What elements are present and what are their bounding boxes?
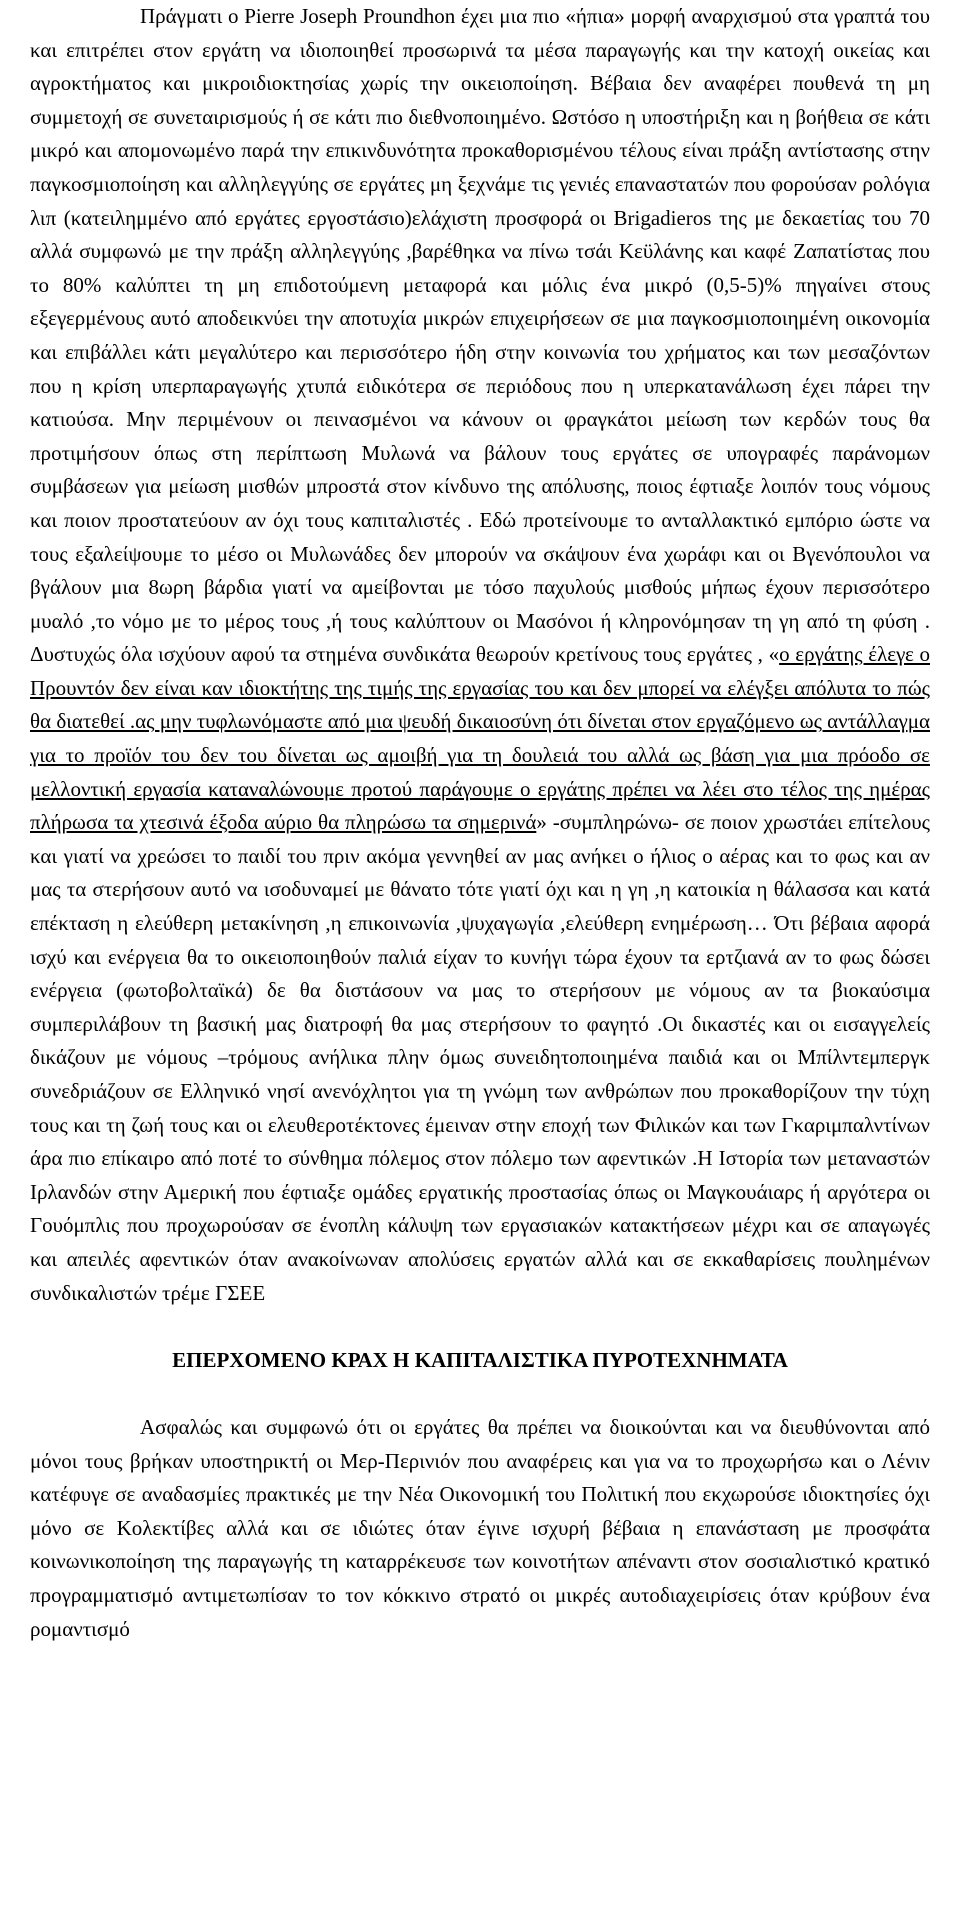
paragraph-2: Ασφαλώς και συμφωνώ ότι οι εργάτες θα πρέπει να διοικούνται και να διευθύνονται από μόνοι τους βρήκαν υποστηρικτή οι Μερ-Περινιόν που αναφέρεις και για να το προχωρήσω και ο Λένιν κατέφυγε σε αναδασμίες πρακτικές με την Νέα Οικονομική του Πολιτική που εκχωρούσε ιδιοκτησίες όχι μόνο σε Κολεκτίβες αλλά και σε ιδιώτες όταν έγινε ισχυρή βέβαια η επανάσταση με προσφάτα κοινωνικοποίηση της παραγωγής τη καταρρέκευσε των κοινοτήτων απέναντι στον σοσιαλιστικό κρατικό προγραμματισμό αντιμετωπίσαν το τον κόκκινο στρατό οι μικρές αυτοδιαχειρίσεις όταν κρύβουν ένα ρομαντισμό xyxy=(30,1414,930,1641)
section-heading: ΕΠΕΡΧΟΜΕΝΟ ΚΡΑΧ Η ΚΑΠΙΤΑΛΙΣΤΙΚΑ ΠΥΡΟΤΕΧΝΗΜΑΤΑ xyxy=(172,1347,788,1372)
blank-line xyxy=(30,1310,930,1344)
paragraph-1-part-2: Μην περιμένουν οι πεινασμένοι να κάνουν οι φραγκάτοι μείωση των κερδών τους θα προτιμήσουν όπως στη περίπτωση Μυλωνά να βάλουν τους εργάτες σε υπογραφές παράνομων συμβάσεων για μείωση μισθών μπροστά στον κίνδυνο της απόλυσης, ποιος έφτιαξε λοιπόν τους νόμους και ποιον προστατεύουν αν όχι τους καπιταλιστές . Εδώ προτείνουμε το ανταλλακτικό εμπόριο ώστε να τους εξαλείψουμε το μέσο οι Μυλωνάδες δεν μπορούν να σκάψουν ένα χωράφι και οι Βγενόπουλοι να βγάλουν μια 8ωρη βάρδια γιατί να αμείβονται με τόσο παχυλούς μισθούς μήπως έχουν περισσότερο μυαλό ,το νόμο με το μέρος τους ,ή τους καλύπτουν οι Μασόνοι ή κληρονόμησαν τη γη από τη φύση . Δυστυχώς όλα ισχύουν αφού τα στημένα συνδικάτα θεωρούν κρετίνους τους εργάτες , « xyxy=(30,407,930,667)
document-page xyxy=(30,0,930,1931)
blank-line-2 xyxy=(30,1377,930,1411)
paragraph-1-part-1: Πράγματι ο Pierre Joseph Proundhon έχει μια πιο «ήπια» μορφή αναρχισμού στα γραπτά του και επιτρέπει στον εργάτη να ιδιοποιηθεί προσωρινά τα μέσα παραγωγής και την κατοχή οικείας και αγροκτήματος και μικροιδιοκτησίας χωρίς την οικειοποίηση. Βέβαια δεν αναφέρει πουθενά τη μη συμμετοχή σε συνεταιρισμούς ή σε κάτι πιο διεθνοποιημένο. Ωστόσο η υποστήριξη και η βοήθεια σε κάτι μικρό και απομονωμένο παρά την επικινδυνότητα προκαθορισμένου τέλους είναι πράξη αντίστασης στην παγκοσμιοποίηση και αλληλεγγύης σε εργάτες μη ξεχνάμε τις γενιές επαναστατών που φορούσαν ρολόγια λιπ (κατειλημμένο από εργάτες εργοστάσιο)ελάχιστη προσφορά οι Brigadieros της με δεκαετίας του 70 αλλά συμφωνώ με την πράξη αλληλεγγύης ,βαρέθηκα να πίνω τσάι Κεϋλάνης και καφέ Ζαπατίστας που το 80% καλύπτει τη μη επιδοτούμενη μεταφορά και μόλις ένα μικρό (0,5-5)% πηγαίνει στους εξεγερμένους αυτό αποδεικνύει την αποτυχία μικρών επιχειρήσεων σε μια παγκοσμιοποιημένη οικονομία και επιβάλλει κάτι μεγαλύτερο και περισσότερο ήδη στην κοινωνία του χρήματος και των μεσαζόντων που η κρίση υπερπαραγωγής χτυπά ειδικότερα σε περιόδους που η υπερκατανάλωση έχει πάρει την κατιούσα. xyxy=(30,4,930,432)
paragraph-1-part-3: » -συμπληρώνω- σε ποιον χρωστάει επίτελους και γιατί να χρεώσει το παιδί του πριν ακόμα γεννηθεί αν μας ανήκει ο ήλιος ο αέρας και το φως και αν μας τα στερήσουν αυτό να ισοδυναμεί με θάνατο τότε γιατί όχι και η γη ,η κατοικία η θάλασσα και κατά επέκταση η ελεύθερη μετακίνηση ,η επικοινωνία ,ψυχαγωγία ,ελεύθερη ενημέρωση… Ότι βέβαια αφορά ισχύ και ενέργεια θα το οικειοποιηθούν παλιά είχαν το κυνήγι τώρα έχουν τα ερτζιανά αν το φως δώσει ενέργεια (φωτοβολταϊκά) δε θα διστάσουν να μας το στερήσουν με νόμους αν τα βιοκαύσιμα συμπεριλάβουν τη βασική μας διατροφή θα μας στερήσουν το φαγητό .Οι δικαστές και οι εισαγγελείς δικάζουν με νόμους –τρόμους ανήλικα πλην όμως συνειδητοποιημένα παιδιά και οι Μπίλντεμπεργκ συνεδριάζουν σε Ελληνικό νησί ανενόχλητοι για τη γνώμη των ανθρώπων που προκαθορίζουν την τύχη τους και τη ζωή τους και οι ελευθεροτέκτονες έμειναν στην εποχή των Φιλικών και των Γκαριμπαλντίνων άρα πιο επίκαιρο από ποτέ το σύνθημα πόλεμος στον πόλεμο των αφεντικών .Η Ιστορία των μεταναστών Ιρλανδών στην Αμερική που έφτιαξε ομάδες εργατικής προστασίας όπως οι Μαγκουάιαρς ή αργότερα οι Γουόμπλις που προχωρούσαν σε ένοπλη κάλυψη των εργασιακών κατακτήσεων μέχρι και σε απαγωγές και απειλές αφεντικών όταν ανακοίνωναν απολύσεις εργατών αλλά και σε εκκαθαρίσεις πουλημένων συνδικαλιστών τρέμε ΓΣΕΕ xyxy=(30,810,930,1305)
underlined-quote: ο εργάτης έλεγε ο Προυντόν δεν είναι καν ιδιοκτήτης της τιμής της εργασίας του και δεν μπορεί να ελέγξει απόλυτα το πώς θα διατεθεί .ας μην τυφλωνόμαστε από μια ψευδή δικαιοσύνη ότι δίνεται στον εργαζόμενο ως αντάλλαγμα για το προϊόν του δεν του δίνεται ως αμοιβή για τη δουλειά του αλλά ως βάση για μια πρόοδο σε μελλοντική εργασία καταναλώνουμε προτού παράγουμε ο εργάτης πρέπει να λέει στο τέλος της ημέρας πλήρωσα τα χτεσινά έξοδα αύριο θα πληρώσω τα σημερινά xyxy=(30,642,930,835)
paragraph-1 xyxy=(30,0,930,1310)
